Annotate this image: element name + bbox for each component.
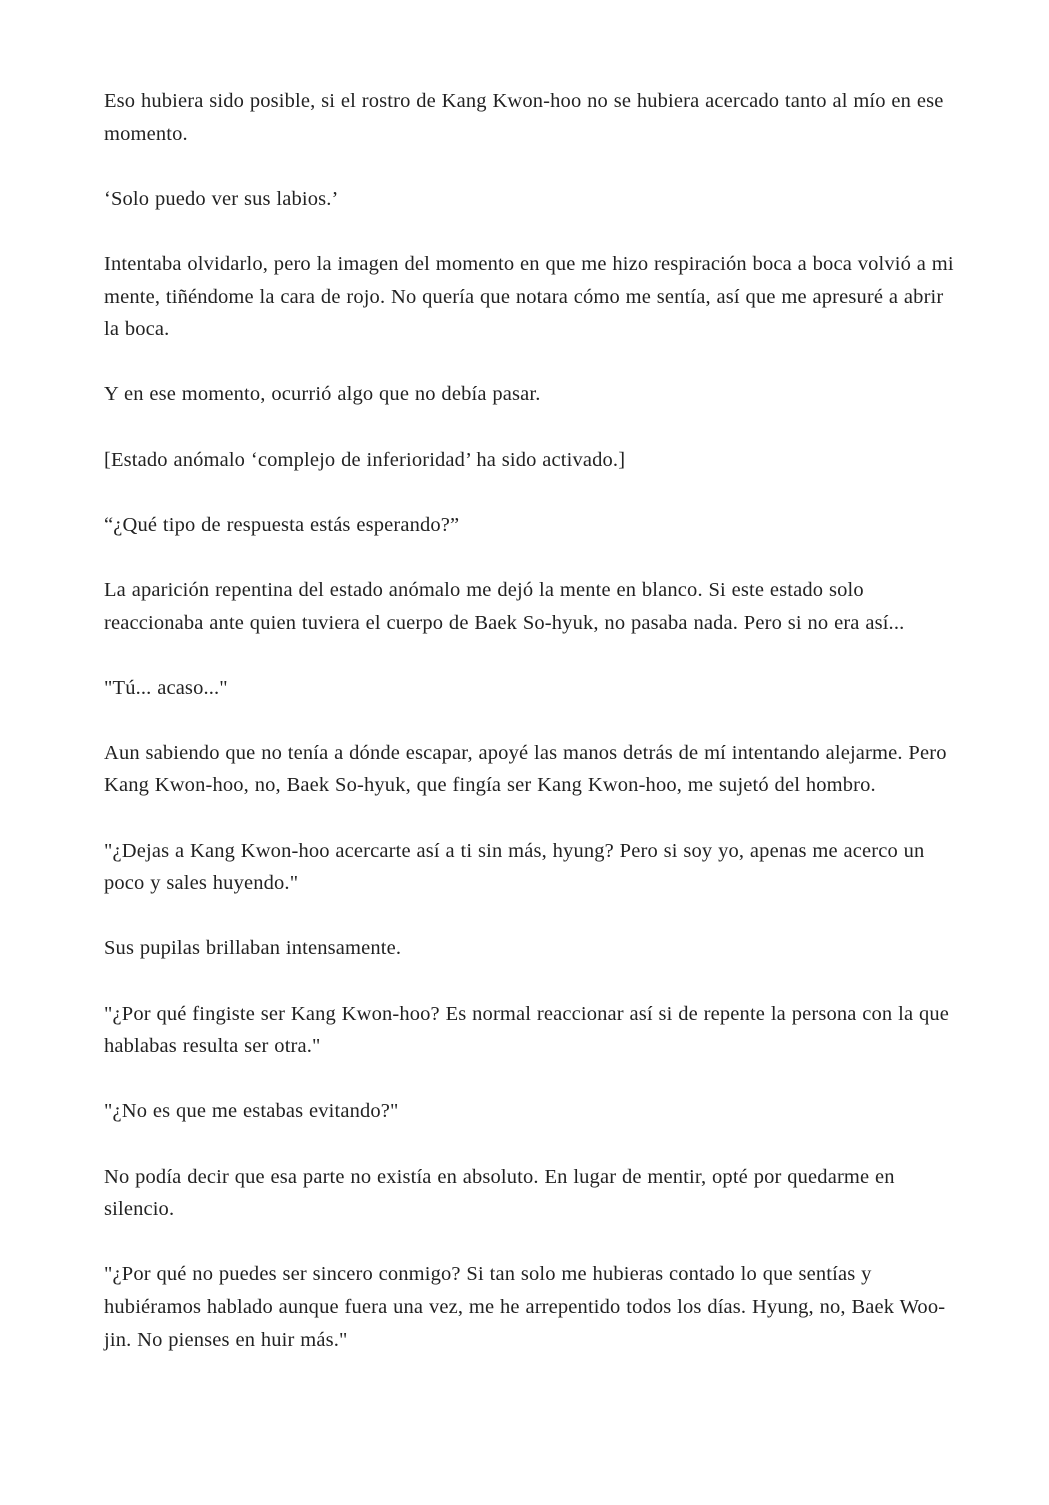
paragraph-thought: ‘Solo puedo ver sus labios.’ (104, 187, 339, 210)
paragraph-narration: Sus pupilas brillaban intensamente. (104, 937, 402, 960)
paragraph-dialogue: "¿Por qué fingiste ser Kang Kwon-hoo? Es normal reaccionar así si de repente la persona con la que hablabas resulta ser otra." (104, 1002, 950, 1058)
paragraph-narration: Intentaba olvidarlo, pero la imagen del momento en que me hizo respiración boca a boca volvió a mi mente, tiñéndome la cara de rojo. No quería que notara cómo me sentía, así que me apresuré a abrir la boca. (104, 252, 954, 341)
paragraph-dialogue: "¿Dejas a Kang Kwon-hoo acercarte así a ti sin más, hyung? Pero si soy yo, apenas me acerco un poco y sales huyendo." (104, 839, 925, 895)
paragraph-narration: Y en ese momento, ocurrió algo que no debía pasar. (104, 383, 541, 406)
paragraph-dialogue: “¿Qué tipo de respuesta estás esperando?” (104, 513, 460, 536)
paragraph-narration: No podía decir que esa parte no existía en absoluto. En lugar de mentir, opté por quedarme en silencio. (104, 1165, 895, 1221)
paragraph-dialogue: "Tú... acaso..." (104, 676, 228, 699)
document-body (104, 85, 954, 1389)
paragraph-narration: Eso hubiera sido posible, si el rostro de Kang Kwon-hoo no se hubiera acercado tanto al mío en ese momento. (104, 90, 944, 145)
paragraph-narration: Aun sabiendo que no tenía a dónde escapar, apoyé las manos detrás de mí intentando alejarme. Pero Kang Kwon-hoo, no, Baek So-hyuk, que fingía ser Kang Kwon-hoo, me sujetó del hombro. (104, 741, 947, 797)
paragraph-dialogue: "¿Por qué no puedes ser sincero conmigo? Si tan solo me hubieras contado lo que sentías y hubiéramos hablado aunque fuera una vez, me he arrepentido todos los días. Hyung, no, Baek Woo-jin. No pienses en huir más." (104, 1263, 946, 1351)
paragraph-dialogue: "¿No es que me estabas evitando?" (104, 1100, 399, 1123)
paragraph-system-message: [Estado anómalo ‘complejo de inferioridad’ ha sido activado.] (104, 448, 626, 471)
paragraph-narration: La aparición repentina del estado anómalo me dejó la mente en blanco. Si este estado solo reaccionaba ante quien tuviera el cuerpo de Baek So-hyuk, no pasaba nada. Pero si no era así... (104, 578, 905, 634)
